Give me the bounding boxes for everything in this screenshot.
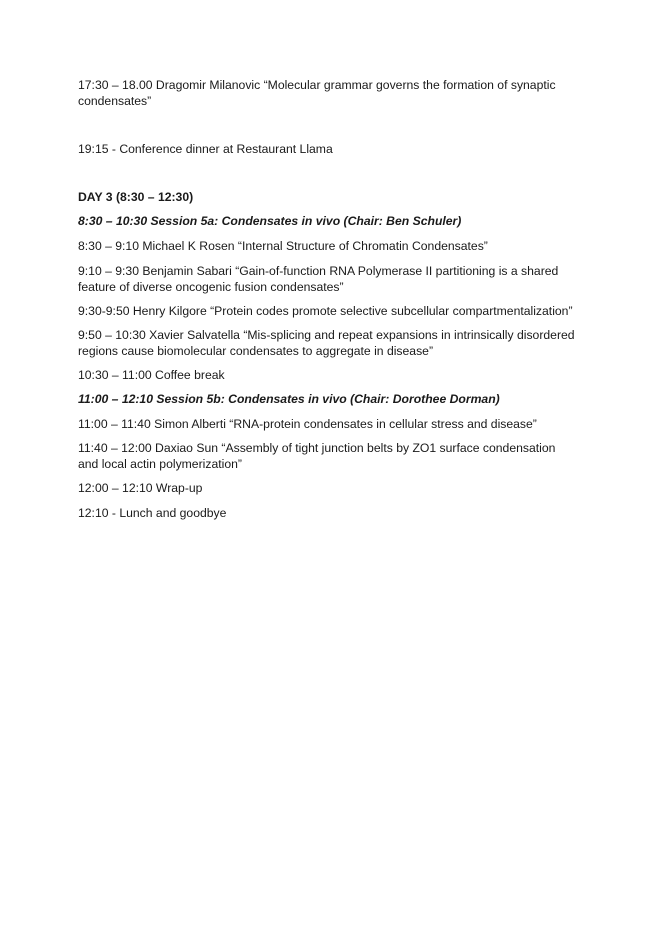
talk-sun-line-2: and local actin polymerization” <box>78 457 242 471</box>
conference-dinner: 19:15 - Conference dinner at Restaurant Llama <box>78 142 333 156</box>
day-3-heading: DAY 3 (8:30 – 12:30) <box>78 190 194 204</box>
talk-rosen: 8:30 – 9:10 Michael K Rosen “Internal Structure of Chromatin Condensates” <box>78 239 488 253</box>
lunch-and-goodbye: 12:10 - Lunch and goodbye <box>78 506 227 520</box>
talk-kilgore: 9:30-9:50 Henry Kilgore “Protein codes promote selective subcellular compartmentalization” <box>78 304 573 318</box>
wrap-up: 12:00 – 12:10 Wrap-up <box>78 481 203 495</box>
session-5a-heading: 8:30 – 10:30 Session 5a: Condensates in vivo (Chair: Ben Schuler) <box>78 214 462 228</box>
talk-sun-line-1: 11:40 – 12:00 Daxiao Sun “Assembly of tight junction belts by ZO1 surface condensation <box>78 441 556 455</box>
talk-salvatella-line-1: 9:50 – 10:30 Xavier Salvatella “Mis-splicing and repeat expansions in intrinsically disordered <box>78 328 575 342</box>
talk-salvatella-line-2: regions cause biomolecular condensates to aggregate in disease” <box>78 344 434 358</box>
talk-milanovic-line-1: 17:30 – 18.00 Dragomir Milanovic “Molecular grammar governs the formation of synaptic <box>78 78 556 92</box>
coffee-break: 10:30 – 11:00 Coffee break <box>78 368 225 382</box>
talk-alberti: 11:00 – 11:40 Simon Alberti “RNA-protein condensates in cellular stress and disease” <box>78 417 537 431</box>
talk-sabari-line-1: 9:10 – 9:30 Benjamin Sabari “Gain-of-function RNA Polymerase II partitioning is a shared <box>78 264 559 278</box>
session-5b-heading: 11:00 – 12:10 Session 5b: Condensates in vivo (Chair: Dorothee Dorman) <box>78 392 500 406</box>
talk-sabari-line-2: feature of diverse oncogenic fusion condensates” <box>78 280 344 294</box>
talk-milanovic-line-2: condensates” <box>78 94 152 108</box>
